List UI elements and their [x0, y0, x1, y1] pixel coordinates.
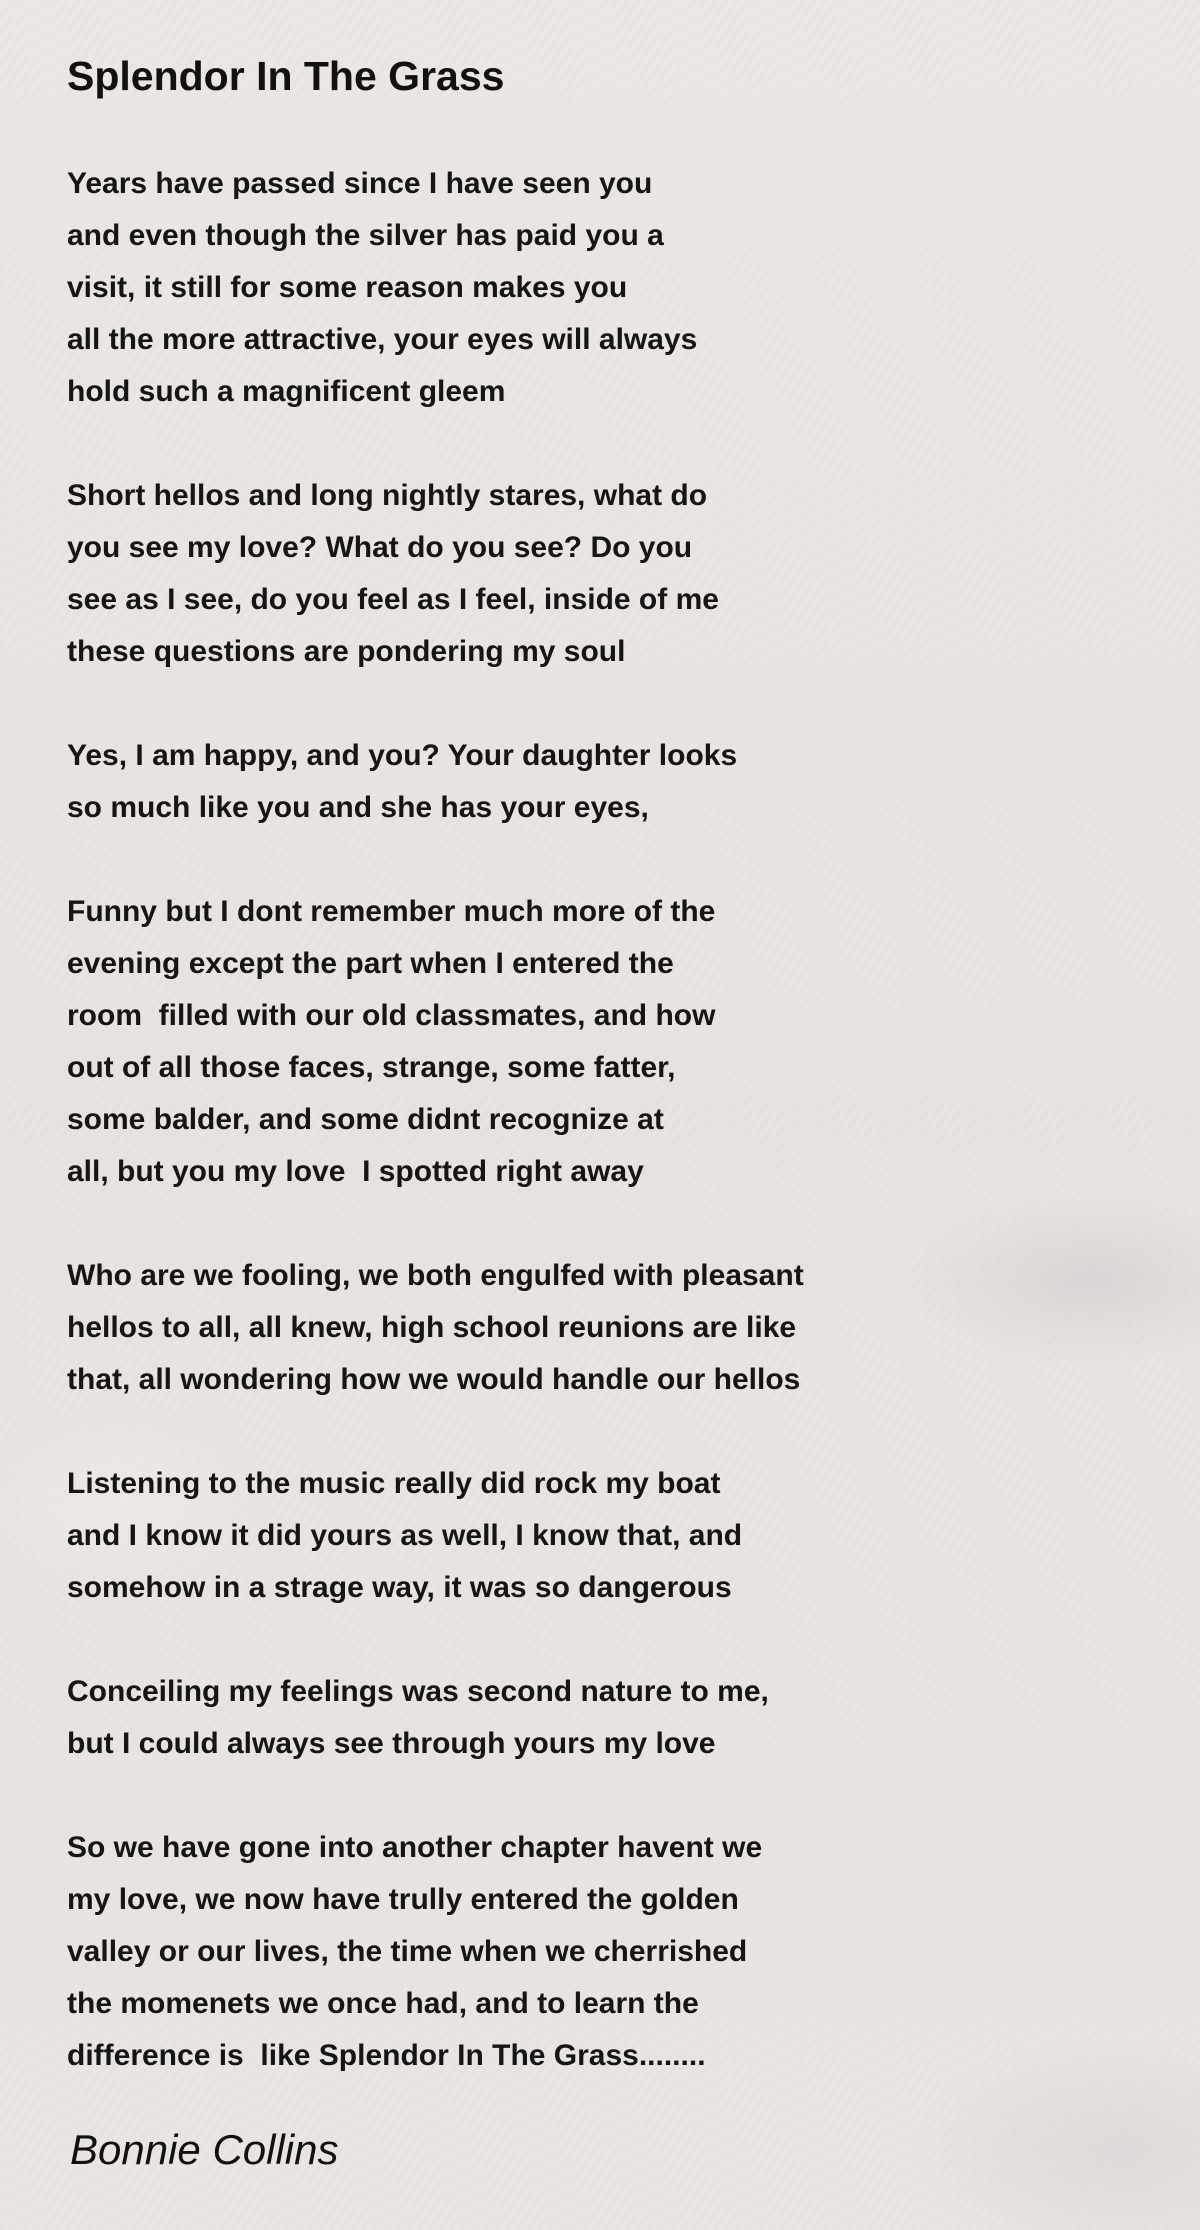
stanza — [67, 1822, 1167, 2082]
stanza — [67, 730, 1167, 834]
poem-line: Conceiling my feelings was second nature to me, — [67, 1675, 769, 1708]
poem-body — [67, 158, 1167, 2082]
poem-title: Splendor In The Grass — [67, 53, 505, 99]
poem-line: difference is like Splendor In The Grass........ — [67, 2039, 706, 2072]
stanza — [67, 158, 1167, 418]
poem-line: see as I see, do you feel as I feel, inside of me — [67, 583, 719, 616]
stanza — [67, 1666, 1167, 1770]
poem-line: all the more attractive, your eyes will always — [67, 323, 698, 356]
stanza — [67, 1250, 1167, 1406]
poem-line: all, but you my love I spotted right away — [67, 1155, 644, 1188]
poem-line: Yes, I am happy, and you? Your daughter looks — [67, 739, 738, 772]
poem-line: you see my love? What do you see? Do you — [67, 531, 693, 564]
poem-line: hellos to all, all knew, high school reunions are like — [67, 1311, 797, 1344]
poem-author: Bonnie Collins — [70, 2126, 339, 2173]
poem-line: and even though the silver has paid you a — [67, 219, 664, 252]
poem-line: these questions are pondering my soul — [67, 635, 626, 668]
poem-line: hold such a magnificent gleem — [67, 375, 506, 408]
poem-line: room filled with our old classmates, and how — [67, 999, 716, 1032]
poem-line: somehow in a strage way, it was so dangerous — [67, 1571, 732, 1604]
poem-line: visit, it still for some reason makes you — [67, 271, 628, 304]
poem-line: evening except the part when I entered the — [67, 947, 674, 980]
poem-line: but I could always see through yours my love — [67, 1727, 716, 1760]
poem-card — [67, 52, 1167, 2134]
stanza — [67, 1458, 1167, 1614]
poem-line: that, all wondering how we would handle our hellos — [67, 1363, 801, 1396]
poem-line: Listening to the music really did rock my boat — [67, 1467, 721, 1500]
poem-line: out of all those faces, strange, some fatter, — [67, 1051, 676, 1084]
poem-line: my love, we now have trully entered the golden — [67, 1883, 739, 1916]
poem-line: and I know it did yours as well, I know that, and — [67, 1519, 743, 1552]
poem-line: Funny but I dont remember much more of the — [67, 895, 716, 928]
poem-line: the momenets we once had, and to learn the — [67, 1987, 699, 2020]
stanza — [67, 470, 1167, 678]
poem-line: Short hellos and long nightly stares, what do — [67, 479, 708, 512]
poem-line: Years have passed since I have seen you — [67, 167, 653, 200]
poem-line: Who are we fooling, we both engulfed with pleasant — [67, 1259, 804, 1292]
poem-line: So we have gone into another chapter havent we — [67, 1831, 763, 1864]
stanza — [67, 886, 1167, 1198]
poem-line: valley or our lives, the time when we cherrished — [67, 1935, 748, 1968]
poem-line: some balder, and some didnt recognize at — [67, 1103, 664, 1136]
poem-line: so much like you and she has your eyes, — [67, 791, 649, 824]
